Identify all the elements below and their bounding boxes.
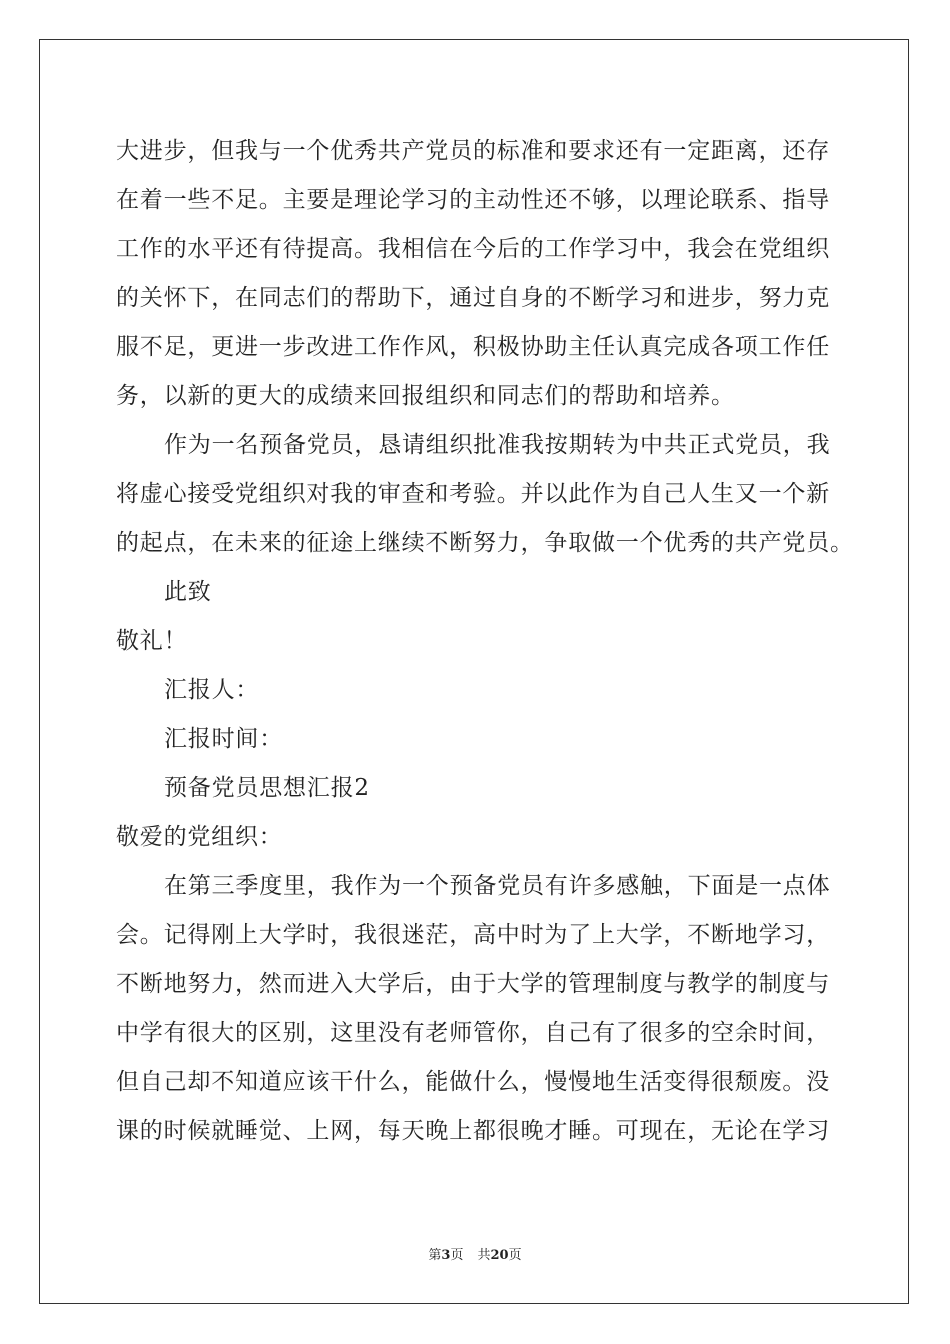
text-line: 中学有很大的区别，这里没有老师管你，自己有了很多的空余时间， (116, 1020, 830, 1046)
paragraph-start: 作为一名预备党员，恳请组织批准我按期转为中共正式党员，我 (164, 432, 831, 458)
reporter-label: 汇报人： (164, 677, 260, 703)
text-line: 在着一些不足。主要是理论学习的主动性还不够，以理论联系、指导 (116, 187, 830, 213)
text-line: 的关怀下，在同志们的帮助下，通过自身的不断学习和进步，努力克 (116, 285, 830, 311)
text-line: 务，以新的更大的成绩来回报组织和同志们的帮助和培养。 (116, 383, 735, 409)
greeting: 敬爱的党组织： (116, 824, 283, 850)
closing-regards: 敬礼！ (116, 628, 188, 654)
text-line: 会。记得刚上大学时，我很迷茫，高中时为了上大学，不断地学习， (116, 922, 830, 948)
closing-salutation: 此致 (164, 579, 212, 605)
section-title: 预备党员思想汇报2 (164, 775, 370, 801)
total-suffix: 页 (508, 1248, 522, 1263)
text-line: 大进步，但我与一个优秀共产党员的标准和要求还有一定距离，还存 (116, 138, 830, 164)
text-line: 服不足，更进一步改进工作作风，积极协助主任认真完成各项工作任 (116, 334, 830, 360)
document-body (116, 127, 854, 1156)
text-line: 不断地努力，然而进入大学后，由于大学的管理制度与教学的制度与 (116, 971, 830, 997)
page-prefix: 第 (428, 1248, 442, 1263)
text-line: 将虚心接受党组织对我的审查和考验。并以此作为自己人生又一个新 (116, 481, 830, 507)
text-line: 的起点，在未来的征途上继续不断努力，争取做一个优秀的共产党员。 (116, 530, 854, 556)
report-time-label: 汇报时间： (164, 726, 283, 752)
page-number: 3 (441, 1248, 451, 1263)
page-footer (0, 1244, 950, 1263)
text-line: 但自己却不知道应该干什么，能做什么，慢慢地生活变得很颓废。没 (116, 1069, 830, 1095)
page-suffix: 页 (450, 1248, 464, 1263)
total-prefix: 共 (477, 1248, 491, 1263)
text-line: 工作的水平还有待提高。我相信在今后的工作学习中，我会在党组织 (116, 236, 830, 262)
paragraph-start: 在第三季度里，我作为一个预备党员有许多感触，下面是一点体 (164, 873, 831, 899)
text-line: 课的时候就睡觉、上网，每天晚上都很晚才睡。可现在，无论在学习 (116, 1118, 830, 1144)
total-pages: 20 (490, 1248, 509, 1263)
